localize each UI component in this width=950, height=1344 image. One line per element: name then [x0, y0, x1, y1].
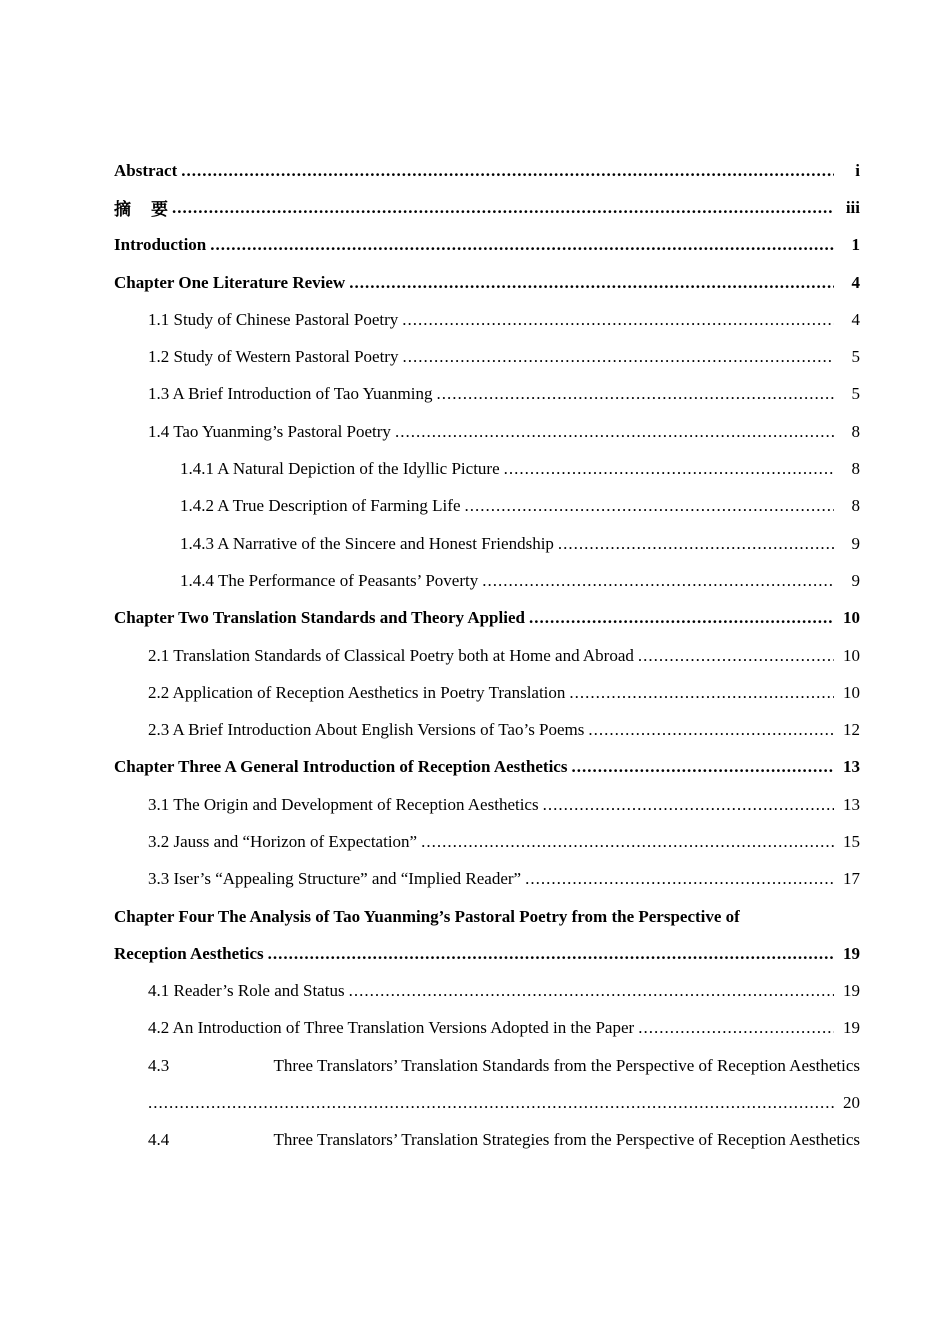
toc-entry-number: 4.3	[148, 1055, 170, 1075]
table-of-contents	[114, 152, 860, 1159]
toc-entry-4-4[interactable]	[114, 1122, 860, 1159]
toc-entry-page: 19	[843, 943, 860, 963]
toc-entry-chapter-three[interactable]	[114, 749, 860, 786]
toc-entry-1-4-4[interactable]	[114, 562, 860, 599]
toc-leader-dots	[349, 273, 834, 293]
toc-leader-dots	[268, 944, 834, 964]
toc-entry-page: 8	[851, 496, 860, 516]
toc-entry-page: 10	[843, 682, 860, 702]
toc-entry-page: 5	[851, 384, 860, 404]
toc-entry-title: 2.1 Translation Standards of Classical Poetry both at Home and Abroad	[148, 645, 634, 665]
toc-entry-chapter-one[interactable]	[114, 264, 860, 301]
toc-entry-3-3[interactable]	[114, 861, 860, 898]
toc-leader-dots	[569, 683, 834, 703]
toc-leader-dots	[638, 646, 834, 666]
toc-entry-chapter-two[interactable]	[114, 600, 860, 637]
toc-leader-dots	[558, 534, 834, 554]
toc-leader-dots	[588, 720, 834, 740]
toc-entry-title: 1.1 Study of Chinese Pastoral Poetry	[148, 309, 399, 329]
toc-entry-introduction[interactable]	[114, 227, 860, 264]
toc-leader-dots	[148, 1093, 834, 1113]
toc-entry-title: Reception Aesthetics	[114, 943, 264, 963]
toc-entry-title: 1.4 Tao Yuanming’s Pastoral Poetry	[148, 421, 391, 441]
toc-entry-page: 1	[851, 235, 860, 255]
toc-entry-title: 3.3 Iser’s “Appealing Structure” and “Implied Reader”	[148, 869, 522, 889]
toc-entry-page: 12	[843, 720, 860, 740]
toc-entry-1-3[interactable]	[114, 376, 860, 413]
toc-entry-chapter-four-line-2[interactable]	[114, 935, 860, 972]
toc-entry-page: 20	[843, 1093, 860, 1113]
toc-entry-page: 15	[843, 831, 860, 851]
toc-leader-dots	[638, 1018, 834, 1038]
toc-leader-dots	[525, 869, 834, 889]
toc-entry-page: i	[855, 160, 860, 180]
toc-entry-title: 1.4.4 The Performance of Peasants’ Poverty	[180, 570, 479, 590]
toc-entry-3-1[interactable]	[114, 786, 860, 823]
toc-entry-title	[148, 1056, 860, 1076]
toc-entry-title: Chapter One Literature Review	[114, 272, 346, 292]
toc-leader-dots	[395, 422, 834, 442]
toc-entry-1-4-1[interactable]	[114, 450, 860, 487]
toc-entry-abstract[interactable]	[114, 152, 860, 189]
toc-entry-title: 2.2 Application of Reception Aesthetics in Poetry Translation	[148, 682, 566, 702]
toc-entry-page: 9	[851, 533, 860, 553]
toc-entry-title: 1.4.1 A Natural Depiction of the Idyllic Picture	[180, 459, 500, 479]
toc-entry-2-1[interactable]	[114, 637, 860, 674]
toc-entry-page: iii	[845, 197, 860, 217]
toc-leader-dots	[436, 384, 834, 404]
toc-entry-1-2[interactable]	[114, 338, 860, 375]
toc-entry-chinese-abstract[interactable]	[114, 189, 860, 226]
toc-leader-dots	[349, 981, 834, 1001]
toc-entry-1-4-3[interactable]	[114, 525, 860, 562]
toc-entry-title	[148, 1130, 860, 1150]
toc-entry-page: 19	[843, 981, 860, 1001]
toc-leader-dots	[464, 496, 834, 516]
toc-entry-title: 4.2 An Introduction of Three Translation Versions Adopted in the Paper	[148, 1018, 635, 1038]
toc-leader-dots	[402, 310, 834, 330]
toc-entry-2-2[interactable]	[114, 674, 860, 711]
toc-leader-dots	[181, 161, 834, 181]
toc-entry-title-text: Three Translators’ Translation Standards from the Perspective of Reception Aesthetics	[273, 1055, 860, 1075]
toc-entry-1-1[interactable]	[114, 301, 860, 338]
toc-entry-page: 8	[851, 459, 860, 479]
toc-entry-title: 3.2 Jauss and “Horizon of Expectation”	[148, 831, 418, 851]
toc-entry-4-1[interactable]	[114, 973, 860, 1010]
toc-entry-4-3-line-2[interactable]	[114, 1084, 860, 1121]
toc-entry-title: 4.1 Reader’s Role and Status	[148, 981, 345, 1001]
toc-entry-title: 1.4.2 A True Description of Farming Life	[180, 496, 461, 516]
toc-entry-page: 10	[843, 645, 860, 665]
toc-entry-page: 19	[843, 1018, 860, 1038]
toc-entry-title: 1.3 A Brief Introduction of Tao Yuanming	[148, 384, 433, 404]
toc-entry-title: 3.1 The Origin and Development of Reception Aesthetics	[148, 794, 539, 814]
toc-entry-title-text: Three Translators’ Translation Strategies from the Perspective of Reception Aesthetics	[273, 1130, 860, 1150]
toc-entry-4-2[interactable]	[114, 1010, 860, 1047]
toc-entry-number: 4.4	[148, 1130, 170, 1150]
toc-entry-page: 13	[843, 794, 860, 814]
toc-entry-title-part: 要	[151, 200, 168, 220]
toc-leader-dots	[529, 608, 834, 628]
toc-leader-dots	[210, 235, 834, 255]
toc-leader-dots	[402, 347, 834, 367]
toc-entry-chapter-four-line-1[interactable]	[114, 898, 860, 935]
toc-leader-dots	[172, 198, 834, 218]
toc-entry-1-4-2[interactable]	[114, 488, 860, 525]
toc-entry-title: Abstract	[114, 160, 178, 180]
toc-leader-dots	[482, 571, 834, 591]
toc-entry-page: 9	[851, 570, 860, 590]
toc-entry-page: 13	[843, 757, 860, 777]
toc-entry-page: 5	[851, 347, 860, 367]
toc-entry-title: 1.2 Study of Western Pastoral Poetry	[148, 347, 399, 367]
toc-entry-title: 2.3 A Brief Introduction About English Versions of Tao’s Poems	[148, 720, 585, 740]
toc-entry-1-4[interactable]	[114, 413, 860, 450]
toc-entry-title-part: 摘	[114, 200, 131, 220]
toc-entry-2-3[interactable]	[114, 711, 860, 748]
toc-entry-title	[114, 195, 168, 220]
toc-entry-title: Chapter Four The Analysis of Tao Yuanming’s Pastoral Poetry from the Perspective of	[114, 906, 740, 926]
toc-leader-dots	[421, 832, 834, 852]
toc-leader-dots	[543, 795, 834, 815]
toc-entry-page: 10	[843, 608, 860, 628]
toc-entry-page: 4	[851, 309, 860, 329]
toc-entry-title: Chapter Three A General Introduction of Reception Aesthetics	[114, 757, 568, 777]
toc-leader-dots	[571, 757, 834, 777]
toc-entry-3-2[interactable]	[114, 823, 860, 860]
toc-entry-title: Introduction	[114, 235, 207, 255]
toc-entry-title: Chapter Two Translation Standards and Theory Applied	[114, 608, 525, 628]
toc-entry-page: 17	[843, 869, 860, 889]
toc-entry-page: 8	[851, 421, 860, 441]
toc-entry-title: 1.4.3 A Narrative of the Sincere and Honest Friendship	[180, 533, 554, 553]
toc-entry-4-3-line-1[interactable]	[114, 1047, 860, 1084]
toc-entry-page: 4	[851, 272, 860, 292]
toc-leader-dots	[504, 459, 834, 479]
